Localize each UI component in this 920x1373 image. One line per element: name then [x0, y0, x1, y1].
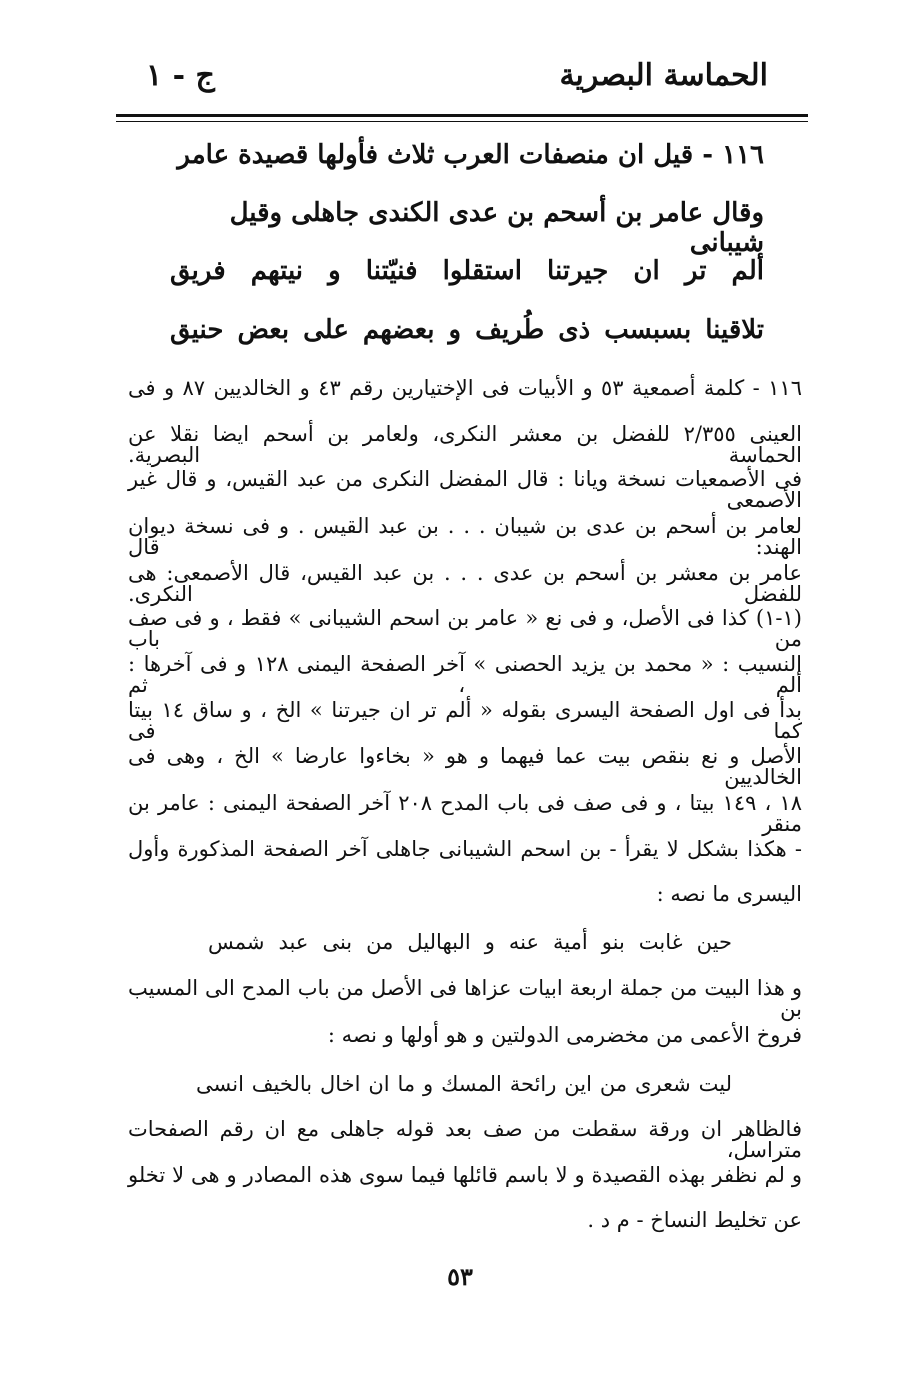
- footnote-line: - هكذا بشكل لا يقرأ - بن اسحم الشيبانى جاهلى آخر الصفحة المذكورة وأول: [128, 837, 802, 861]
- poem-section: [170, 140, 764, 360]
- quoted-verse: حين غابت بنو أمية عنه و البهاليل من بنى عبد شمس: [208, 930, 732, 954]
- footnote-line: و لم نظفر بهذه القصيدة و لا باسم قائلها فيما سوى هذه المصادر و هى لا تخلو: [128, 1163, 802, 1187]
- poem-heading: ١١٦ - قيل ان منصفات العرب ثلاث فأولها قصيدة عامر: [177, 140, 764, 170]
- footnote-line: لعامر بن أسحم بن عدى بن شيبان . . . بن عبد القيس . و فى نسخة ديوان الهند: قال: [128, 514, 802, 559]
- footnote-line: الأصل و نع بنقص بيت عما فيهما و هو « بخاءوا عارضا » الخ ، وهى فى الخالديين: [128, 744, 802, 789]
- footnote-line: بدأ فى اول الصفحة اليسرى بقوله « ألم تر ان جيرتنا » الخ ، و ساق ١٤ بيتا كما فى: [128, 698, 802, 743]
- verse-line: ألم تر ان جيرتنا استقلوا فنيّتنا و نيتهم فريق: [170, 256, 764, 286]
- footnote-line: فى الأصمعيات نسخة ويانا : قال المفضل النكرى من عبد القيس، و قال غير الأصمعى: [128, 467, 802, 512]
- poem-attribution: وقال عامر بن أسحم بن عدى الكندى جاهلى وقيل شيبانى: [229, 198, 764, 258]
- running-header-title: الحماسة البصرية: [559, 58, 768, 93]
- footnote-line: و هذا البيت من جملة اربعة ابيات عزاها فى الأصل من باب المدح الى المسيب بن: [128, 976, 802, 1021]
- quoted-verse: ليت شعرى من اين رائحة المسك و ما ان اخال بالخيف انسى: [196, 1072, 732, 1096]
- header-rule-thin: [116, 121, 808, 122]
- footnote-line: ١٨ ، ١٤٩ بيتا ، و فى صف فى باب المدح ٢٠٨ آخر الصفحة اليمنى : عامر بن منقر: [128, 791, 802, 836]
- page-number: ٥٣: [447, 1262, 473, 1291]
- verse-line: تلاقينا بسبسب ذى طُريف و بعضهم على بعض حنيق: [170, 315, 764, 345]
- footnote-line: (١-١) كذا فى الأصل، و فى نع « عامر بن اسحم الشيبانى » فقط ، و فى صف من باب: [128, 606, 802, 651]
- footnote-line: فروخ الأعمى من مخضرمى الدولتين و هو أولها و نصه :: [327, 1023, 802, 1047]
- running-header-volume: ج - ١: [146, 58, 215, 93]
- footnote-line: عامر بن معشر بن أسحم بن عدى . . . بن عبد القيس، قال الأصمعى: هى للفضل النكرى.: [128, 561, 802, 606]
- footnote-line: اليسرى ما نصه :: [656, 882, 802, 906]
- footnote-line: النسيب : « محمد بن يزيد الحصنى » آخر الصفحة اليمنى ١٢٨ و فى آخرها : ألم ، ثم: [128, 652, 803, 697]
- footnote-line: ١١٦ - كلمة أصمعية ٥٣ و الأبيات فى الإختيارين رقم ٤٣ و الخالديين ٨٧ و فى: [128, 376, 802, 400]
- footnote-line: فالظاهر ان ورقة سقطت من صف بعد قوله جاهلى مع ان رقم الصفحات متراسل،: [128, 1117, 802, 1162]
- header-rule-thick: [116, 114, 808, 117]
- footnote-line: العينى ٢/٣٥٥ للفضل بن معشر النكرى، ولعامر بن أسحم ايضا نقلا عن الحماسة البصرية.: [128, 422, 803, 467]
- footnote-line: عن تخليط النساخ - م د .: [587, 1208, 802, 1232]
